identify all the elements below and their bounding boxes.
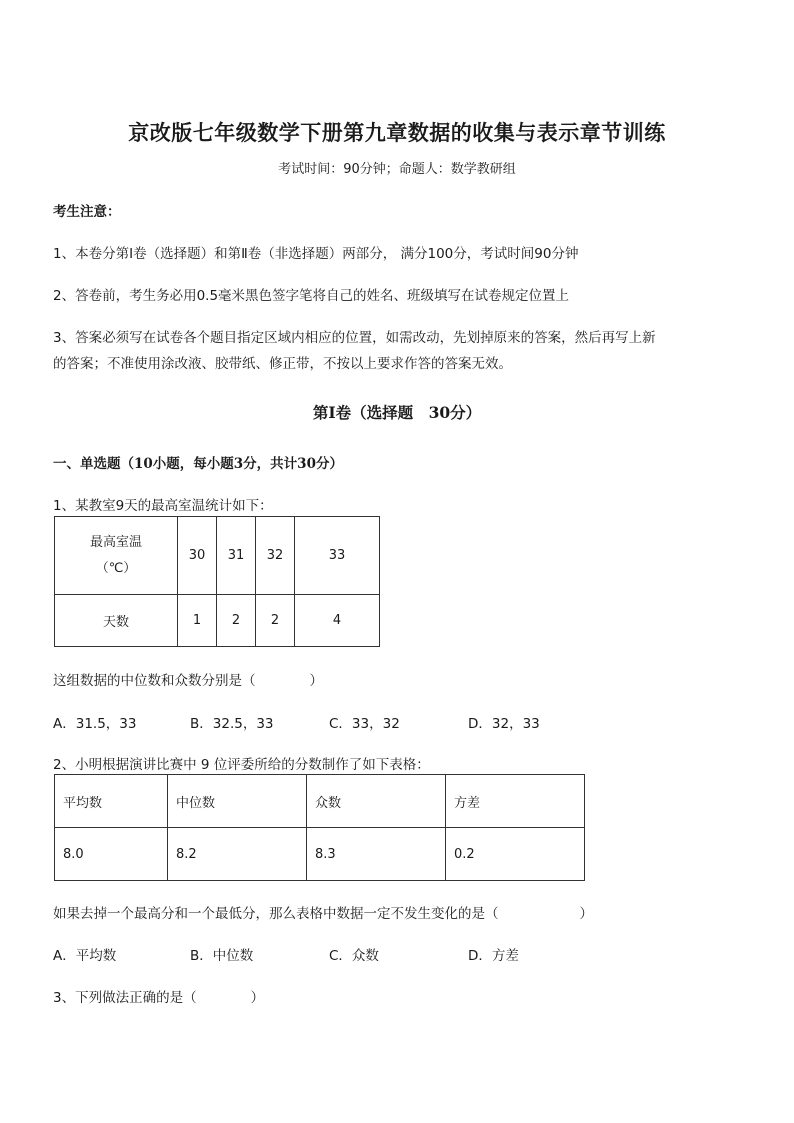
note-item-1: 1、本卷分第Ⅰ卷（选择题）和第Ⅱ卷（非选择题）两部分， 满分100分，考试时间90分钟	[53, 246, 579, 262]
q1-option-b[interactable]: B．32.5，33	[190, 716, 274, 732]
q3-stem: 3、下列做法正确的是（ ）	[53, 990, 265, 1006]
q2-header-cell: 平均数	[55, 775, 168, 828]
q1-question: 这组数据的中位数和众数分别是（ ）	[53, 673, 323, 689]
q2-value-cell: 0.2	[446, 828, 585, 881]
q1-days-cell: 2	[217, 595, 256, 647]
q2-stem: 2、小明根据演讲比赛中 9 位评委所给的分数制作了如下表格：	[53, 757, 430, 773]
q2-option-d[interactable]: D．方差	[468, 948, 519, 964]
q2-option-a[interactable]: A．平均数	[53, 948, 117, 964]
q2-option-c[interactable]: C．众数	[329, 948, 379, 964]
q1-header-cell	[55, 517, 178, 595]
note-item-3: 3、答案必须写在试卷各个题目指定区域内相应的位置，如需改动，先划掉原来的答案，然后再写上新	[53, 330, 656, 346]
exam-info: 考试时间：90分钟；命题人：数学教研组	[278, 162, 516, 177]
q1-temp-cell: 30	[178, 517, 217, 595]
q2-question: 如果去掉一个最高分和一个最低分，那么表格中数据一定不发生变化的是（ ）	[53, 906, 593, 922]
q2-header-cell: 方差	[446, 775, 585, 828]
q1-temp-cell: 31	[217, 517, 256, 595]
q1-option-a[interactable]: A．31.5，33	[53, 716, 137, 732]
q1-label-temp: 最高室温	[89, 534, 142, 550]
q1-temperature-table	[54, 516, 380, 647]
q2-option-b[interactable]: B．中位数	[190, 948, 254, 964]
q1-days-cell: 1	[178, 595, 217, 647]
q1-option-d[interactable]: D．32，33	[468, 716, 540, 732]
note-item-2: 2、答卷前，考生务必用0.5毫米黑色签字笔将自己的姓名、班级填写在试卷规定位置上	[53, 288, 570, 304]
q1-temp-cell: 33	[295, 517, 380, 595]
q1-days-label: 天数	[55, 595, 178, 647]
q2-value-cell: 8.3	[307, 828, 446, 881]
q1-stem: 1、某教室9天的最高室温统计如下：	[53, 498, 273, 514]
section-title: 第Ⅰ卷（选择题 30分）	[312, 403, 482, 422]
q2-header-cell: 众数	[307, 775, 446, 828]
page-title: 京改版七年级数学下册第九章数据的收集与表示章节训练	[128, 120, 666, 145]
q1-temp-cell: 32	[256, 517, 295, 595]
q1-days-cell: 2	[256, 595, 295, 647]
q1-days-cell: 4	[295, 595, 380, 647]
part-heading: 一、单选题（10小题，每小题3分，共计30分）	[53, 456, 343, 472]
q1-label-unit: （℃）	[95, 560, 137, 576]
q2-value-cell: 8.0	[55, 828, 168, 881]
q2-value-cell: 8.2	[168, 828, 307, 881]
q1-option-c[interactable]: C．33，32	[329, 716, 400, 732]
notes-heading: 考生注意：	[53, 204, 121, 220]
q2-score-table	[54, 774, 585, 881]
note-item-3-cont: 的答案；不准使用涂改液、胶带纸、修正带，不按以上要求作答的答案无效。	[53, 356, 512, 372]
q2-header-cell: 中位数	[168, 775, 307, 828]
